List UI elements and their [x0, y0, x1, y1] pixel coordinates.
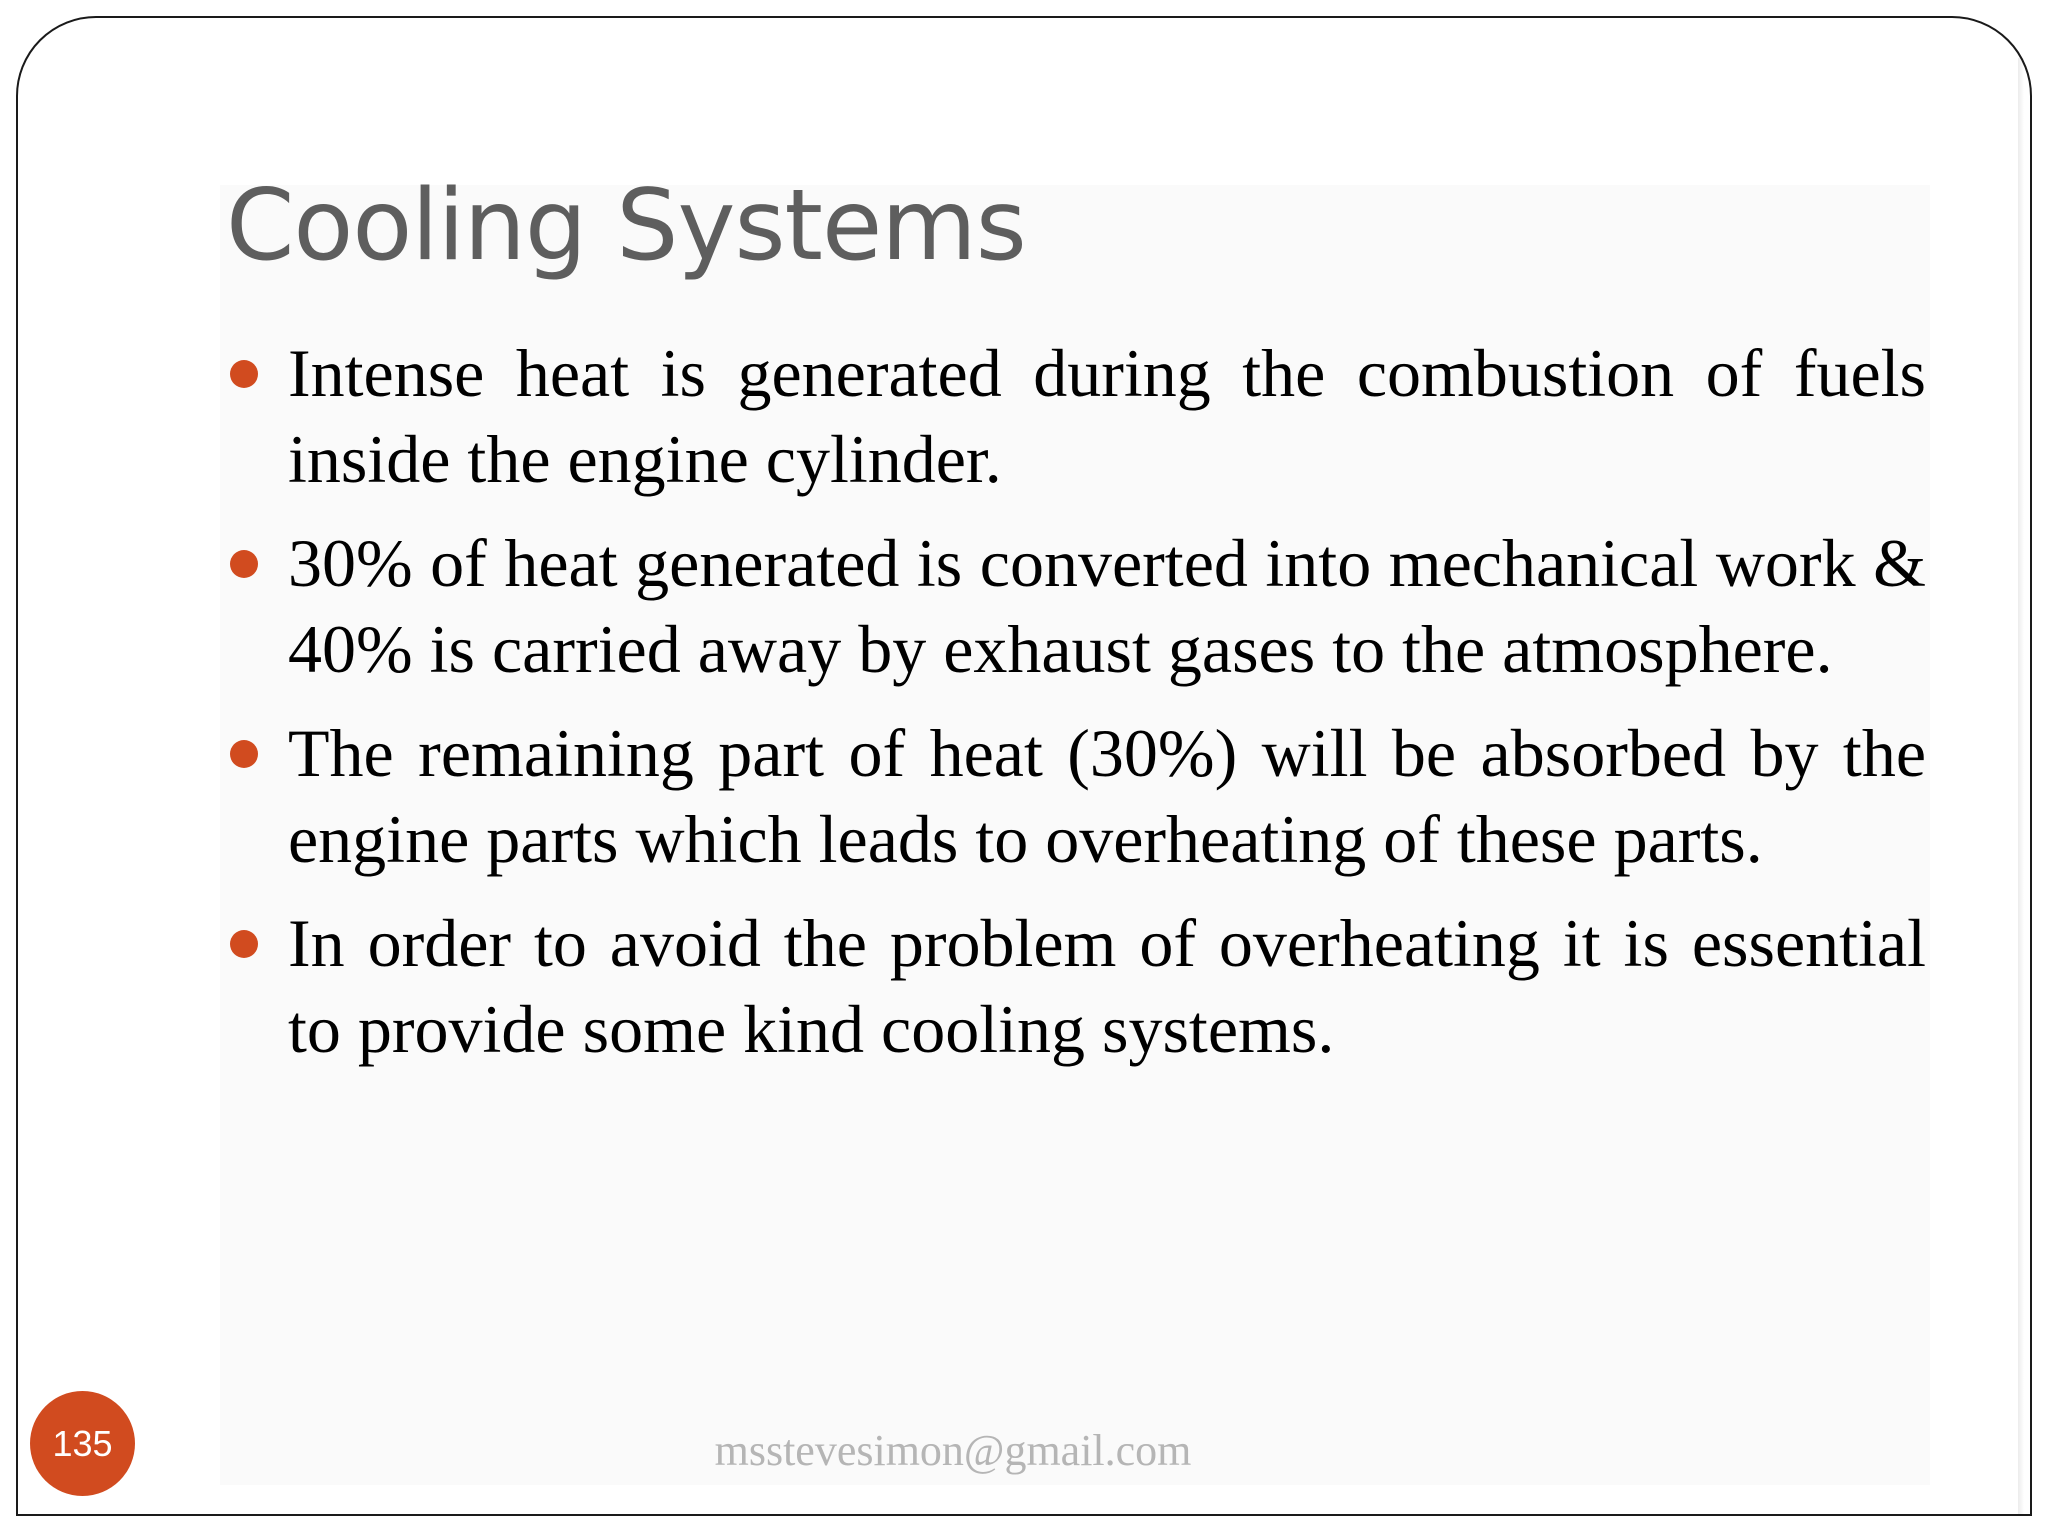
slide-title: Cooling Systems — [226, 169, 1026, 283]
page-number: 135 — [52, 1422, 113, 1464]
bullet-text: The remaining part of heat (30%) will be absorbed by the engine parts which leads to overheating of these parts. — [288, 715, 1926, 877]
bullet-list — [226, 330, 1926, 1090]
bullet-item — [226, 710, 1926, 882]
bullet-text: In order to avoid the problem of overheating it is essential to provide some kind cooling systems. — [288, 905, 1926, 1067]
bullet-dot-icon — [230, 930, 258, 958]
bullet-dot-icon — [230, 360, 258, 388]
bullet-item — [226, 330, 1926, 502]
bullet-dot-icon — [230, 550, 258, 578]
bullet-text: Intense heat is generated during the combustion of fuels inside the engine cylinder. — [288, 335, 1926, 497]
bullet-item — [226, 520, 1926, 692]
bullet-dot-icon — [230, 740, 258, 768]
bullet-text: 30% of heat generated is converted into mechanical work & 40% is carried away by exhaust gases to the atmosphere. — [288, 525, 1926, 687]
bullet-item — [226, 900, 1926, 1072]
footer-email: msstevesimon@gmail.com — [714, 1426, 1192, 1475]
